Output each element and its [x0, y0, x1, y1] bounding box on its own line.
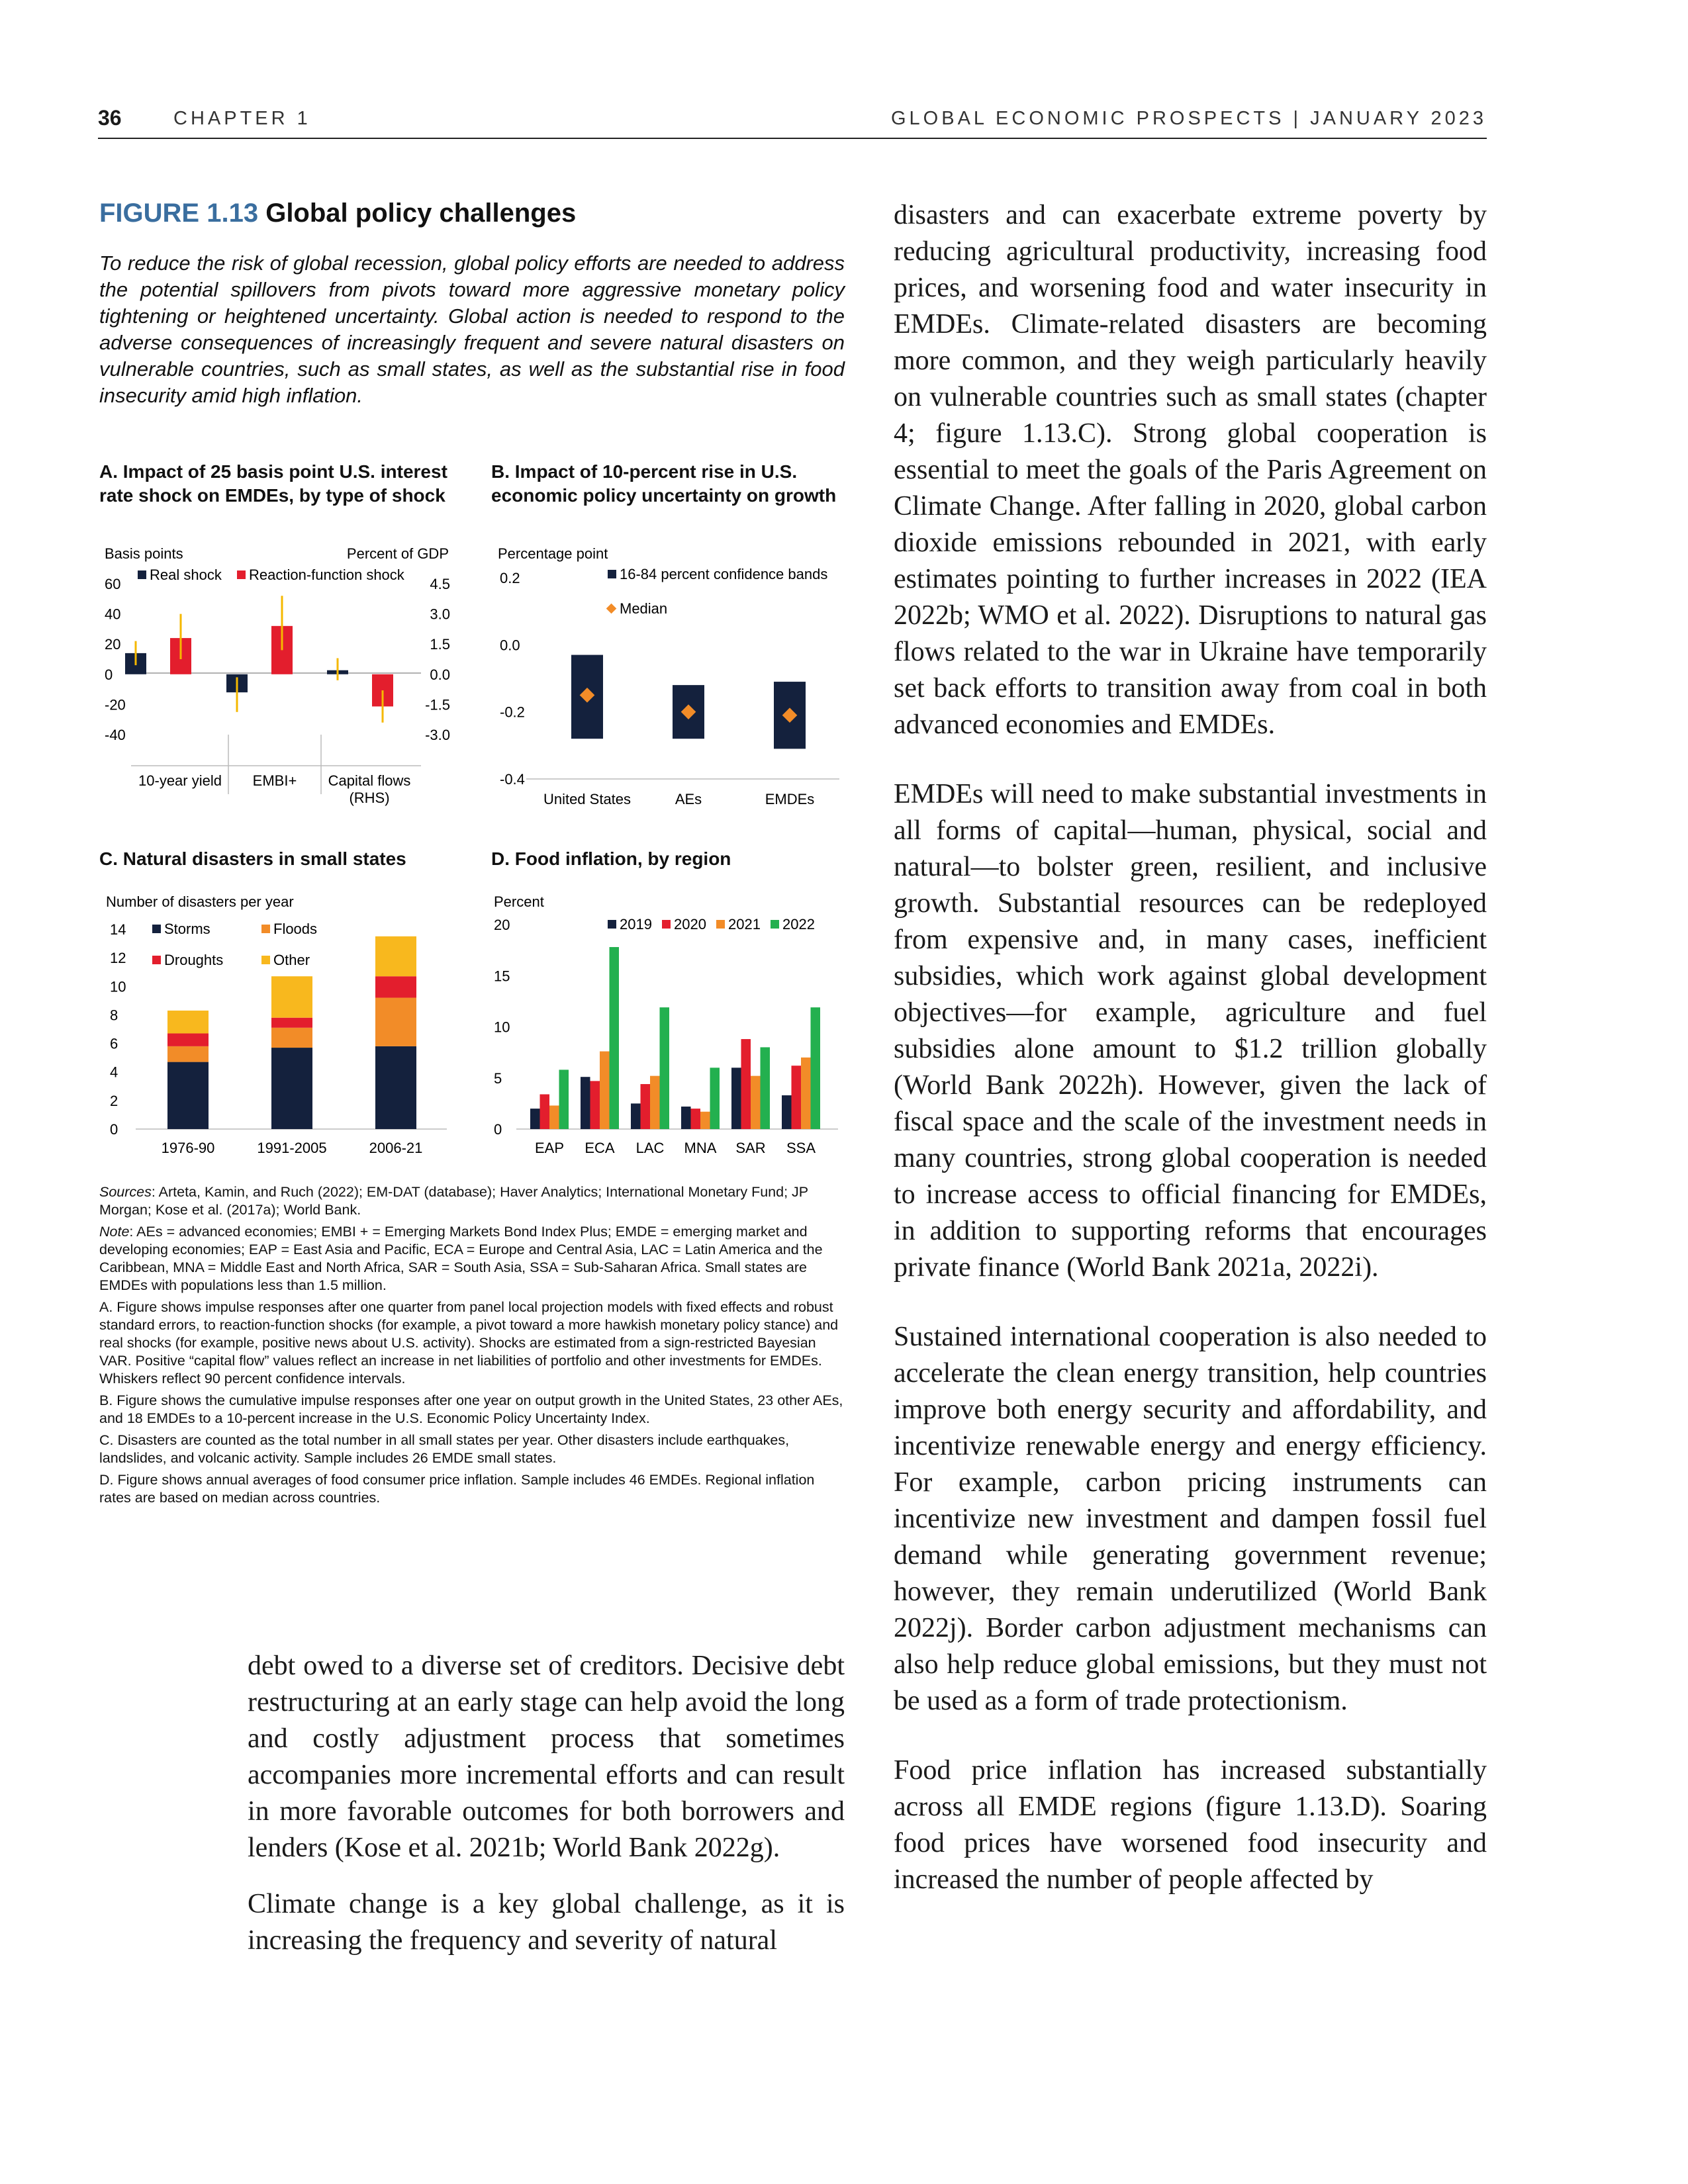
panel-a-right-tick: 0.0 — [430, 666, 450, 683]
panel-d-bar — [731, 1068, 741, 1129]
panel-d-axis-label: Percent — [494, 893, 544, 910]
panel-d-legend-label: 2021 — [728, 916, 761, 933]
left-column-body — [248, 1648, 845, 1959]
panel-d-category-label: SSA — [786, 1140, 816, 1156]
panel-c-tick: 12 — [110, 950, 126, 967]
figure-notes — [99, 1183, 843, 1511]
panel-b-category-label: EMDEs — [765, 791, 815, 807]
panel-d-bar — [782, 1095, 792, 1129]
panel-a-right-tick: -3.0 — [425, 727, 450, 743]
panel-d-bar — [641, 1084, 651, 1129]
panel-d-category-label: ECA — [585, 1140, 615, 1156]
panel-b-tick: 0.0 — [500, 637, 520, 654]
panel-a-right-tick: 3.0 — [430, 606, 450, 623]
page-number: 36 — [98, 106, 122, 130]
notes-sources — [99, 1183, 843, 1219]
panel-c-tick: 8 — [110, 1007, 118, 1024]
panel-d-bar — [700, 1112, 710, 1129]
panel-b-tick: 0.2 — [500, 570, 520, 586]
panel-a-left-tick: -20 — [105, 696, 126, 713]
panel-d-legend-swatch — [608, 920, 616, 929]
panel-a-left-tick: 20 — [105, 636, 121, 653]
figure-number: FIGURE 1.13 — [99, 199, 259, 228]
panel-c-tick: 4 — [110, 1064, 118, 1081]
panel-a-right-tick: 4.5 — [430, 576, 450, 592]
panel-a-right-axis-label: Percent of GDP — [346, 545, 449, 562]
panel-d-bar — [590, 1081, 600, 1129]
panel-c-category-label: 2006-21 — [369, 1140, 423, 1156]
panel-c-tick: 2 — [110, 1092, 118, 1109]
panel-c-tick: 0 — [110, 1121, 118, 1138]
panel-d-category-label: MNA — [684, 1140, 717, 1156]
panel-d-bar — [631, 1103, 641, 1129]
panel-b-title: B. Impact of 10-percent rise in U.S. economic policy uncertainty on growth — [491, 461, 837, 506]
panel-a-left-tick: 60 — [105, 576, 121, 592]
panel-c-tick: 14 — [110, 921, 126, 938]
panel-d-bar — [691, 1109, 701, 1129]
panel-a-category-label: 10-year yield — [138, 772, 222, 789]
legend-reaction-function: Reaction-function shock — [249, 567, 404, 583]
panel-d-category-label: SAR — [735, 1140, 766, 1156]
panel-d-bar — [801, 1058, 811, 1129]
panel-a-left-tick: 40 — [105, 606, 121, 623]
figure-title-text: Global policy challenges — [265, 199, 577, 228]
panel-d-bar — [530, 1109, 540, 1129]
panel-d-legend-swatch — [716, 920, 725, 929]
panel-d-bar — [741, 1039, 751, 1129]
panel-c-axis-label: Number of disasters per year — [106, 893, 294, 910]
panel-d-bar — [549, 1105, 559, 1129]
note-label: Note — [99, 1224, 130, 1240]
panel-d-tick: 10 — [494, 1019, 510, 1036]
panel-b-tick: -0.4 — [500, 771, 525, 788]
chapter-label: CHAPTER 1 — [173, 108, 311, 129]
legend-median: Median — [620, 600, 668, 617]
panel-a-left-axis-label: Basis points — [105, 545, 183, 562]
panel-d-bar — [660, 1007, 670, 1129]
panel-d-bar — [792, 1066, 802, 1129]
panel-d-legend-label: 2022 — [782, 916, 815, 933]
legend-real-shock: Real shock — [150, 567, 222, 583]
panel-a-right-tick: -1.5 — [425, 696, 450, 713]
right-paragraph-2: EMDEs will need to make substantial investments in all forms of capital—human, physical, social and natural—to bolster green, resilient, and inclusive growth. Substantial resources can be redeployed from expensive and, in many cases, inefficient subsidies, which work against global development objectives—for example, agriculture and fuel subsidies alone amount to $1.2 trillion globally (World Bank 2022h). However, given the lack of fiscal space and the scale of the investment needs in many countries, strong global cooperation is needed to increase access to official financing for EMDEs, in addition to supporting reforms that encourages private finance (World Bank 2021a, 2022i). — [894, 779, 1487, 1283]
panel-c-category-label: 1976-90 — [161, 1140, 215, 1156]
right-paragraph-4: Food price inflation has increased substantially across all EMDE regions (figure 1.13.D). Soaring food prices have worsened food insecurity and increased the number of people affected by — [894, 1755, 1487, 1895]
panel-d-legend-label: 2019 — [620, 916, 652, 933]
panel-d-tick: 5 — [494, 1069, 502, 1087]
panel-d-bar — [610, 947, 620, 1129]
legend-other: Other — [273, 952, 310, 968]
panel-d-legend-swatch — [771, 920, 779, 929]
panel-b-category-label: AEs — [675, 791, 702, 807]
notes-panel-b: B. Figure shows the cumulative impulse responses after one year on output growth in the United States, 23 other AEs, and 18 EMDEs to a 10-percent increase in the U.S. Economic Policy Uncertainty Index. — [99, 1392, 843, 1426]
panel-c-tick: 6 — [110, 1035, 118, 1052]
left-paragraph-2: Climate change is a key global challenge, as it is increasing the frequency and severity of natural — [248, 1889, 845, 1956]
note-text: : AEs = advanced economies; EMBI + = Emerging Markets Bond Index Plus; EMDE = emerging market and developing economies; EAP = East Asia and Pacific, ECA = Europe and Central Asia, LAC = Latin America and the Caribbean, MNA = Middle East and North Africa, SAR = South Asia, SSA = Sub-Saharan Africa. Small states are EMDEs with populations less than 1.5 million. — [99, 1224, 823, 1293]
panel-d-category-label: LAC — [635, 1140, 665, 1156]
right-paragraph-1: disasters and can exacerbate extreme poverty by reducing agricultural productivity, increasing food prices, and worsening food and water insecurity in EMDEs. Climate-related disasters are becoming more common, and they weigh particularly heavily on vulnerable countries such as small states (chapter 4; figure 1.13.C). Strong global cooperation is essential to meet the goals of the Paris Agreement on Climate Change. After falling in 2020, global carbon dioxide emissions rebounded in 2021, with early estimates pointing to further increases in 2022 (IEA 2022b; WMO et al. 2022). Disruptions to natural gas flows related to the war in Ukraine have temporarily set back efforts to transition away from coal in both advanced economies and EMDEs. — [894, 200, 1487, 740]
legend-storms: Storms — [164, 921, 211, 937]
running-title: GLOBAL ECONOMIC PROSPECTS | JANUARY 2023 — [891, 108, 1487, 129]
panel-d-bar — [581, 1077, 590, 1129]
panel-d-bar — [600, 1052, 610, 1129]
notes-panel-d: D. Figure shows annual averages of food consumer price inflation. Sample includes 46 EMDEs. Regional inflation rates are based on median across countries. — [99, 1472, 815, 1506]
panel-d-bar — [681, 1107, 691, 1129]
panel-b-category-label: United States — [543, 791, 632, 807]
panel-d-legend-label: 2020 — [674, 916, 706, 933]
panel-c-title: C. Natural disasters in small states — [99, 848, 406, 869]
panel-a-category-label: (RHS) — [349, 790, 390, 806]
sources-text: : Arteta, Kamin, and Ruch (2022); EM-DAT (database); Haver Analytics; International Monetary Fund; JP Morgan; Kose et al. (2017a); World Bank. — [99, 1184, 808, 1218]
legend-confidence-bands: 16-84 percent confidence bands — [620, 566, 828, 582]
panel-d-bar — [761, 1047, 771, 1129]
panel-a-right-tick: 1.5 — [430, 636, 450, 653]
panel-d-legend-swatch — [662, 920, 671, 929]
sources-label: Sources — [99, 1184, 152, 1200]
panel-a-category-label: Capital flows — [328, 772, 411, 789]
legend-floods: Floods — [273, 921, 318, 937]
right-column-body — [894, 197, 1487, 1898]
panel-d-tick: 0 — [494, 1121, 502, 1138]
notes-panel-c: C. Disasters are counted as the total number in all small states per year. Other disasters include earthquakes, landslides, and volcanic activity. Sample includes 26 EMDE small states. — [99, 1432, 790, 1466]
legend-droughts: Droughts — [164, 952, 224, 968]
panel-d-title: D. Food inflation, by region — [491, 848, 731, 869]
panel-c-category-label: 1991-2005 — [257, 1140, 327, 1156]
notes-panel-a: A. Figure shows impulse responses after one quarter from panel local projection models with fixed effects and robust standard errors, to reaction-function shocks (for example, a pivot toward a more hawkish monetary policy stance) and real shocks (for example, positive news about U.S. activity). Shocks are estimated from a sign-restricted Bayesian VAR. Positive “capital flow” values reflect an increase in net liabilities of portfolio and other investments for EMDEs. Whiskers reflect 90 percent confidence intervals. — [99, 1299, 839, 1387]
figure-caption: To reduce the risk of global recession, global policy efforts are needed to address the potential spillovers from pivots toward more aggressive monetary policy tightening or heightened uncertainty. Global action is needed to respond to the adverse consequences of increasingly frequent and severe natural disasters on vulnerable countries, such as small states, as well as the substantial rise in food insecurity amid high inflation. — [99, 251, 845, 407]
panel-b-tick: -0.2 — [500, 704, 525, 721]
left-paragraph-1: debt owed to a diverse set of creditors. Decisive debt restructuring at an early stage can help avoid the long and costly adjustment process that sometimes accompanies more incremental efforts and can result in more favorable outcomes for both borrowers and lenders (Kose et al. 2021b; World Bank 2022g). — [248, 1651, 845, 1863]
panel-d-bar — [710, 1068, 720, 1129]
panel-c-tick: 10 — [110, 978, 126, 995]
panel-d-tick: 20 — [494, 917, 510, 933]
panel-a-category-label: EMBI+ — [252, 772, 297, 789]
right-paragraph-3: Sustained international cooperation is also needed to accelerate the clean energy transition, help countries improve both energy security and affordability, and incentivize renewable energy and energy efficiency. For example, carbon pricing instruments can incentivize new investment and dampen fossil fuel demand while generating government revenue; however, they remain underutilized (World Bank 2022j). Border carbon adjustment mechanisms can also help reduce global emissions, but they must not be used as a form of trade protectionism. — [894, 1322, 1487, 1716]
panel-a-left-tick: 0 — [105, 666, 113, 683]
notes-note — [99, 1223, 843, 1295]
panel-d-bar — [540, 1094, 550, 1129]
panel-d-bar — [811, 1007, 821, 1129]
panel-d-tick: 15 — [494, 968, 510, 985]
panel-d-category-label: EAP — [534, 1140, 565, 1156]
panel-d-bar — [650, 1076, 660, 1129]
panel-b-axis-label: Percentage point — [498, 545, 608, 562]
panel-d-bar — [559, 1069, 569, 1129]
panel-d-bar — [751, 1076, 761, 1129]
panel-a-title: A. Impact of 25 basis point U.S. interest rate shock on EMDEs, by type of shock — [99, 461, 447, 506]
panel-a-left-tick: -40 — [105, 727, 126, 743]
